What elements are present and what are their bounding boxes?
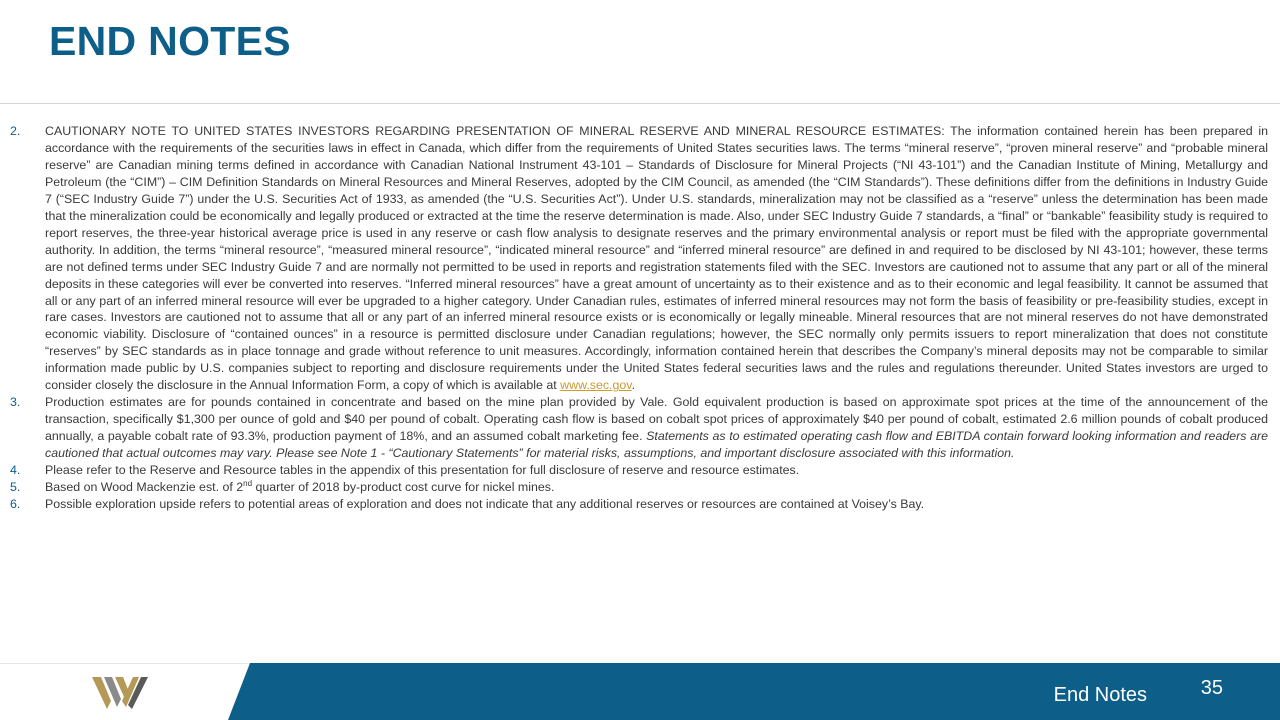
note-text-end: quarter of 2018 by-product cost curve for nickel mines. bbox=[252, 480, 555, 495]
note-number: 5. bbox=[10, 480, 21, 495]
note-text: Based on Wood Mackenzie est. of 2 bbox=[45, 480, 244, 495]
sec-gov-link[interactable]: www.sec.gov bbox=[560, 378, 632, 393]
wheaton-w-logo-icon bbox=[92, 675, 148, 709]
note-item-2 bbox=[10, 123, 1268, 394]
ordinal-suffix: nd bbox=[243, 478, 253, 488]
page-title: END NOTES bbox=[49, 18, 291, 64]
page-number: 35 bbox=[1200, 677, 1223, 699]
note-text-end: . bbox=[631, 378, 636, 393]
note-number: 3. bbox=[10, 395, 21, 410]
note-number: 2. bbox=[10, 124, 21, 138]
note-number: 4. bbox=[10, 463, 21, 478]
note-item-6 bbox=[10, 496, 1268, 513]
note-item-5 bbox=[10, 479, 1268, 496]
footer-bar bbox=[0, 663, 1280, 720]
note-text: Production estimates are for pounds contained in concentrate and based on the mine plan provided by Vale. Gold equivalent production is based on approximate spot prices at the time of the announcement of the transaction, specifically $1,300 per ounce of gold and $40 per pound of cobalt. Operating cash flow is based on cobalt spot prices of approximately $40 per pound of cobalt, estimated 2.6 million pounds of cobalt produced annually, a payable cobalt rate of 93.3%, production payment of 18%, and an assumed cobalt marketing fee. bbox=[45, 395, 1268, 444]
end-notes-list bbox=[10, 123, 1268, 513]
note-text: CAUTIONARY NOTE TO UNITED STATES INVESTORS REGARDING PRESENTATION OF MINERAL RESERVE AND MINERAL RESOURCE ESTIMATES: The information contained herein has been prepared in accordance with the requirements of the securities laws in effect in Canada, which differ from the requirements of United States securities laws. The terms “mineral reserve”, “proven mineral reserve” and “probable mineral reserve” are Canadian mining terms defined in accordance with Canadian National Instrument 43-101 – Standards of Disclosure for Mineral Projects (“NI 43-101”) and the Canadian Institute of Mining, Metallurgy and Petroleum (the “CIM”) – CIM Definition Standards on Mineral Resources and Mineral Reserves, adopted by the CIM Council, as amended (the “CIM Standards”). These definitions differ from the definitions in Industry Guide 7 (“SEC Industry Guide 7”) under the U.S. Securities Act of 1933, as amended (the “U.S. Securities Act”). Under U.S. standards, mineralization may not be classified as a “reserve” unless the determination has been made that the mineralization could be economically and legally produced or extracted at the time the reserve determination is made. Also, under SEC Industry Guide 7 standards, a “final” or “bankable” feasibility study is required to report reserves, the three-year historical average price is used in any reserve or cash flow analysis to designate reserves and the primary environmental analysis or report must be filed with the appropriate governmental authority. In addition, the terms “mineral resource”, “measured mineral resource”, “indicated mineral resource” and “inferred mineral resource” are defined in and required to be disclosed by NI 43-101; however, these terms are not defined terms under SEC Industry Guide 7 and are normally not permitted to be used in reports and registration statements filed with the SEC. Investors are cautioned not to assume that any part or all of the mineral deposits in these categories will ever be converted into reserves. “Inferred mineral resources” have a great amount of uncertainty as to their existence and as to their economic and legal feasibility. It cannot be assumed that all or any part of an inferred mineral resource will ever be upgraded to a higher category. Under Canadian rules, estimates of inferred mineral resources may not form the basis of feasibility or pre-feasibility studies, except in rare cases. Investors are cautioned not to assume that all or any part of an inferred mineral resource exists or is economically or legally mineable. Mineral resources that are not mineral reserves do not have demonstrated economic viability. Disclosure of “contained ounces” in a resource is permitted disclosure under Canadian regulations; however, the SEC normally only permits issuers to report mineralization that does not constitute “reserves” by SEC standards as in place tonnage and grade without reference to unit measures. Accordingly, information contained herein that describes the Company’s mineral deposits may not be comparable to similar information made public by U.S. companies subject to reporting and disclosure requirements under the United States federal securities laws and the rules and regulations thereunder. United States investors are urged to consider closely the disclosure in the Annual Information Form, a copy of which is available at bbox=[45, 124, 1268, 393]
note-item-3 bbox=[10, 394, 1268, 462]
title-divider bbox=[0, 103, 1280, 104]
note-text: Possible exploration upside refers to potential areas of exploration and does not indicate that any additional reserves or resources are contained at Voisey’s Bay. bbox=[45, 496, 925, 511]
footer-section-label: End Notes bbox=[1053, 684, 1147, 706]
note-item-4 bbox=[10, 462, 1268, 479]
note-italic-text: Statements as to estimated operating cash flow and EBITDA contain forward looking information and readers are cautioned that actual outcomes may vary. Please see Note 1 - “Cautionary Statements” for material risks, assumptions, and important disclosure associated with this information. bbox=[45, 429, 1268, 461]
note-number: 6. bbox=[10, 496, 21, 511]
note-text: Please refer to the Reserve and Resource tables in the appendix of this presentation for full disclosure of reserve and resource estimates. bbox=[45, 463, 800, 478]
